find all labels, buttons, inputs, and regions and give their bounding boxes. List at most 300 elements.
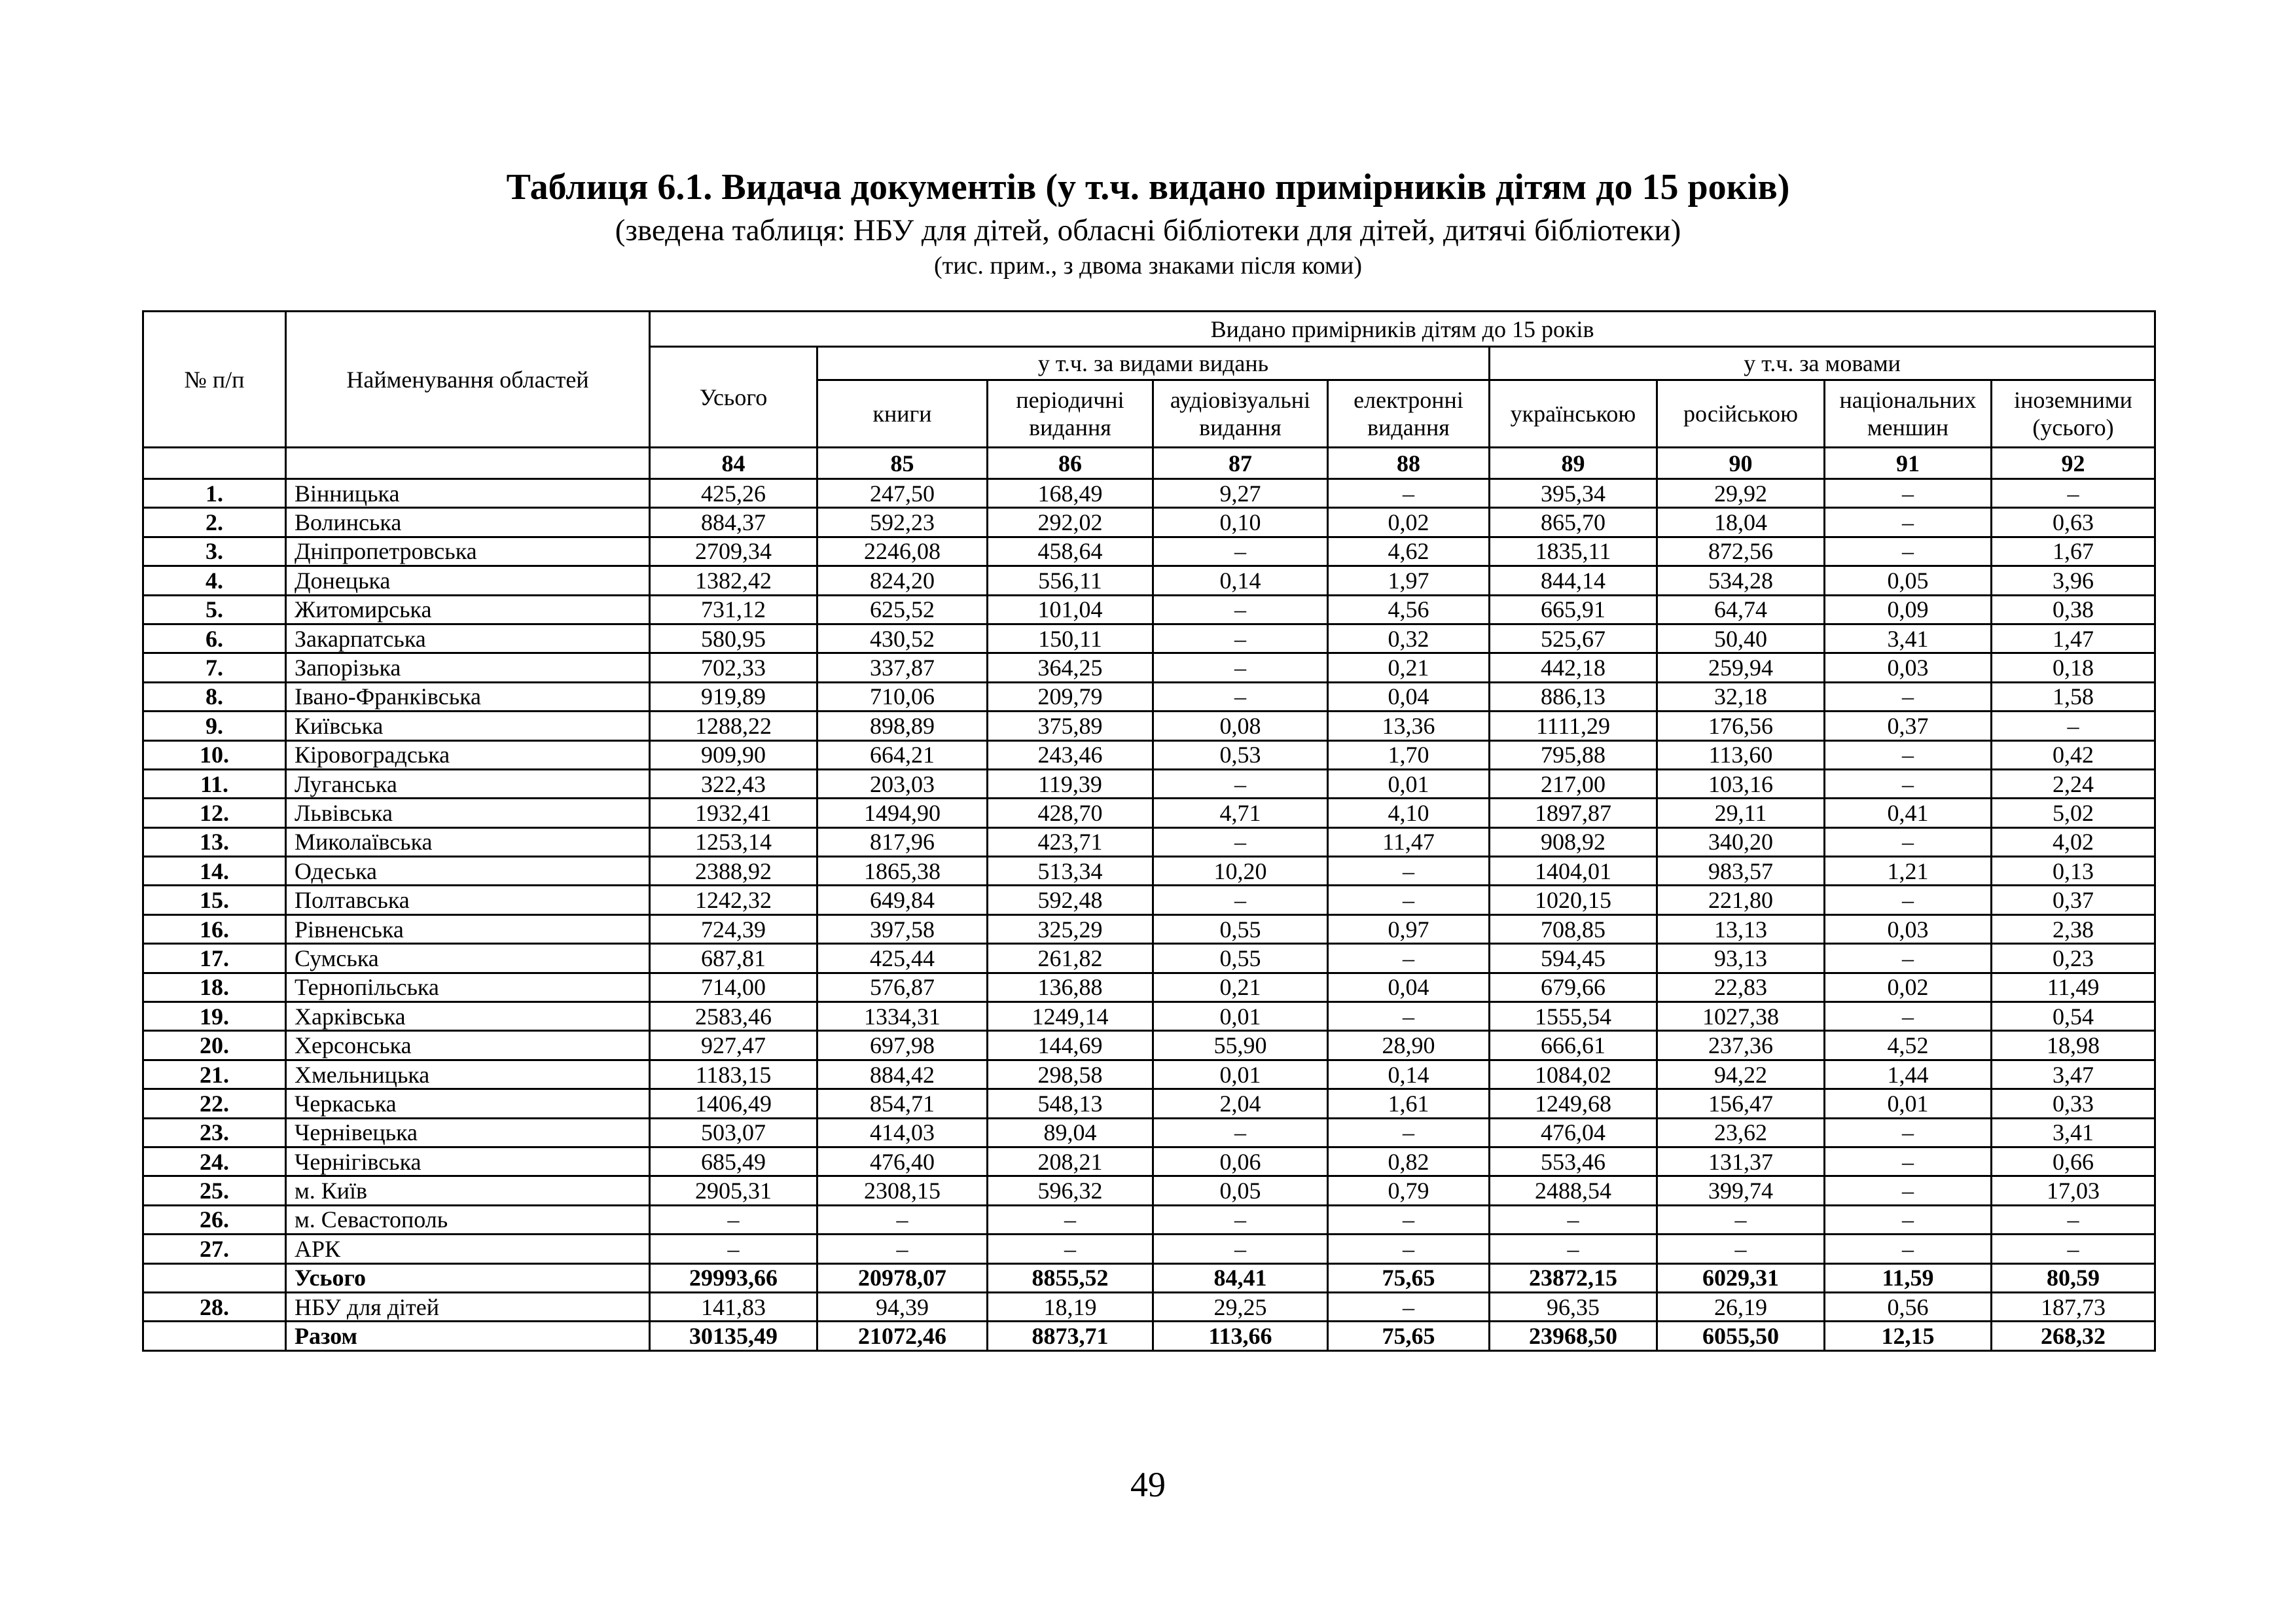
value-cell: 702,33 [650, 653, 817, 682]
region-name: м. Київ [286, 1176, 650, 1205]
value-cell: 884,37 [650, 508, 817, 537]
row-number: 19. [143, 1002, 286, 1031]
value-cell: 4,56 [1328, 595, 1490, 624]
value-cell: 1835,11 [1490, 537, 1657, 566]
value-cell: – [988, 1235, 1153, 1263]
value-cell: 795,88 [1490, 740, 1657, 769]
header-code: 85 [817, 448, 988, 479]
value-cell: – [1825, 827, 1992, 856]
region-name: Луганська [286, 769, 650, 798]
value-cell: – [1657, 1205, 1825, 1234]
table-row [143, 973, 2155, 1001]
value-cell: 261,82 [988, 944, 1153, 973]
value-cell: 4,52 [1825, 1031, 1992, 1060]
value-cell: 1,21 [1825, 857, 1992, 886]
row-number: 7. [143, 653, 286, 682]
value-cell: 898,89 [817, 712, 988, 740]
region-name: Харківська [286, 1002, 650, 1031]
value-cell: 1242,32 [650, 886, 817, 914]
header-code: 92 [1992, 448, 2155, 479]
row-number: 23. [143, 1118, 286, 1147]
value-cell: 217,00 [1490, 769, 1657, 798]
value-cell: – [1992, 712, 2155, 740]
value-cell: 0,03 [1825, 914, 1992, 943]
value-cell: – [1328, 1292, 1490, 1321]
value-cell: – [1153, 1235, 1328, 1263]
region-name: Усього [286, 1263, 650, 1292]
table-row [143, 769, 2155, 798]
value-cell: 0,05 [1825, 566, 1992, 595]
value-cell: 0,18 [1992, 653, 2155, 682]
value-cell: 64,74 [1657, 595, 1825, 624]
table-row [143, 827, 2155, 856]
row-number: 14. [143, 857, 286, 886]
value-cell: 89,04 [988, 1118, 1153, 1147]
value-cell: – [1825, 537, 1992, 566]
value-cell: 23872,15 [1490, 1263, 1657, 1292]
region-name: Кіровоградська [286, 740, 650, 769]
value-cell: 476,40 [817, 1147, 988, 1176]
value-cell: 664,21 [817, 740, 988, 769]
value-cell: 29993,66 [650, 1263, 817, 1292]
table-row [143, 595, 2155, 624]
value-cell: 425,44 [817, 944, 988, 973]
value-cell: – [1328, 1205, 1490, 1234]
value-cell: 1,61 [1328, 1089, 1490, 1118]
value-cell: – [1825, 479, 1992, 508]
value-cell: 247,50 [817, 479, 988, 508]
value-cell: 0,01 [1153, 1002, 1328, 1031]
value-cell: 84,41 [1153, 1263, 1328, 1292]
row-number: 8. [143, 682, 286, 711]
value-cell: 0,23 [1992, 944, 2155, 973]
value-cell: 909,90 [650, 740, 817, 769]
value-cell: 414,03 [817, 1118, 988, 1147]
value-cell: – [1825, 1118, 1992, 1147]
header-group: Видано примірників дітям до 15 років [650, 312, 2155, 347]
value-cell: 3,41 [1825, 624, 1992, 653]
row-number: 1. [143, 479, 286, 508]
value-cell: 80,59 [1992, 1263, 2155, 1292]
value-cell: 2905,31 [650, 1176, 817, 1205]
value-cell: 548,13 [988, 1089, 1153, 1118]
value-cell: 322,43 [650, 769, 817, 798]
region-name: Тернопільська [286, 973, 650, 1001]
value-cell: – [1825, 1002, 1992, 1031]
value-cell: – [1328, 1235, 1490, 1263]
value-cell: 243,46 [988, 740, 1153, 769]
region-name: Рівненська [286, 914, 650, 943]
table-row [143, 1205, 2155, 1234]
value-cell: 0,53 [1153, 740, 1328, 769]
data-table [142, 310, 2156, 1352]
table-row [143, 1002, 2155, 1031]
table-subtitle: (зведена таблиця: НБУ для дітей, обласні бібліотеки для дітей, дитячі бібліотеки) [615, 213, 1681, 247]
table-row [143, 1060, 2155, 1089]
row-number: 17. [143, 944, 286, 973]
value-cell: 375,89 [988, 712, 1153, 740]
header-region: Найменування областей [286, 312, 650, 448]
value-cell: 594,45 [1490, 944, 1657, 973]
value-cell: 0,38 [1992, 595, 2155, 624]
value-cell: 113,60 [1657, 740, 1825, 769]
value-cell: 919,89 [650, 682, 817, 711]
region-name: Разом [286, 1322, 650, 1350]
value-cell: 0,01 [1825, 1089, 1992, 1118]
value-cell: – [1328, 944, 1490, 973]
value-cell: 0,66 [1992, 1147, 2155, 1176]
table-row [143, 566, 2155, 595]
header-num: № п/п [143, 312, 286, 448]
value-cell: 1,44 [1825, 1060, 1992, 1089]
value-cell: 221,80 [1657, 886, 1825, 914]
value-cell: 1897,87 [1490, 799, 1657, 827]
value-cell: 4,02 [1992, 827, 2155, 856]
table-row [143, 1176, 2155, 1205]
value-cell: 0,32 [1328, 624, 1490, 653]
value-cell: 29,25 [1153, 1292, 1328, 1321]
value-cell: 580,95 [650, 624, 817, 653]
value-cell: – [1825, 1235, 1992, 1263]
row-number: 15. [143, 886, 286, 914]
value-cell: 259,94 [1657, 653, 1825, 682]
value-cell: 0,02 [1825, 973, 1992, 1001]
value-cell: 0,42 [1992, 740, 2155, 769]
value-cell: 96,35 [1490, 1292, 1657, 1321]
header-russian: російською [1657, 380, 1825, 448]
value-cell: 176,56 [1657, 712, 1825, 740]
table-row [143, 624, 2155, 653]
value-cell: 0,05 [1153, 1176, 1328, 1205]
value-cell: 1382,42 [650, 566, 817, 595]
value-cell: 0,55 [1153, 944, 1328, 973]
value-cell: 203,03 [817, 769, 988, 798]
row-number: 28. [143, 1292, 286, 1321]
value-cell: 1111,29 [1490, 712, 1657, 740]
region-name: Херсонська [286, 1031, 650, 1060]
value-cell: 32,18 [1657, 682, 1825, 711]
value-cell: 397,58 [817, 914, 988, 943]
value-cell: 1084,02 [1490, 1060, 1657, 1089]
row-number: 5. [143, 595, 286, 624]
value-cell: 28,90 [1328, 1031, 1490, 1060]
value-cell: – [1328, 857, 1490, 886]
value-cell: 75,65 [1328, 1322, 1490, 1350]
row-number: 27. [143, 1235, 286, 1263]
header-electronic: електронні видання [1328, 380, 1490, 448]
page-number: 49 [1130, 1465, 1166, 1504]
table-row [143, 682, 2155, 711]
value-cell: 298,58 [988, 1060, 1153, 1089]
value-cell: 1,47 [1992, 624, 2155, 653]
value-cell: 1249,68 [1490, 1089, 1657, 1118]
value-cell: 927,47 [650, 1031, 817, 1060]
value-cell: 2709,34 [650, 537, 817, 566]
value-cell: 2488,54 [1490, 1176, 1657, 1205]
value-cell: 503,07 [650, 1118, 817, 1147]
header-code: 88 [1328, 448, 1490, 479]
row-number: 4. [143, 566, 286, 595]
value-cell: 596,32 [988, 1176, 1153, 1205]
row-number: 12. [143, 799, 286, 827]
value-cell: 886,13 [1490, 682, 1657, 711]
table-row [143, 740, 2155, 769]
value-cell: 187,73 [1992, 1292, 2155, 1321]
value-cell: 23,62 [1657, 1118, 1825, 1147]
value-cell: – [1153, 653, 1328, 682]
table-row [143, 1235, 2155, 1263]
value-cell: 6029,31 [1657, 1263, 1825, 1292]
value-cell: 20978,07 [817, 1263, 988, 1292]
value-cell: 292,02 [988, 508, 1153, 537]
region-name: НБУ для дітей [286, 1292, 650, 1321]
value-cell: 168,49 [988, 479, 1153, 508]
value-cell: – [1825, 740, 1992, 769]
value-cell: 208,21 [988, 1147, 1153, 1176]
value-cell: 1027,38 [1657, 1002, 1825, 1031]
value-cell: – [1657, 1235, 1825, 1263]
value-cell: 0,21 [1153, 973, 1328, 1001]
value-cell: 0,63 [1992, 508, 2155, 537]
value-cell: 8855,52 [988, 1263, 1153, 1292]
value-cell: 10,20 [1153, 857, 1328, 886]
value-cell: – [1153, 1118, 1328, 1147]
header-total: Усього [650, 347, 817, 448]
header-code-blank-num [143, 448, 286, 479]
table-row [143, 1322, 2155, 1350]
table-row [143, 1263, 2155, 1292]
table-row [143, 653, 2155, 682]
value-cell: 101,04 [988, 595, 1153, 624]
row-number: 24. [143, 1147, 286, 1176]
value-cell: 23968,50 [1490, 1322, 1657, 1350]
value-cell: 94,39 [817, 1292, 988, 1321]
value-cell: 18,04 [1657, 508, 1825, 537]
value-cell: 21072,46 [817, 1322, 988, 1350]
value-cell: – [650, 1205, 817, 1234]
value-cell: 29,92 [1657, 479, 1825, 508]
value-cell: 685,49 [650, 1147, 817, 1176]
value-cell: – [1825, 1205, 1992, 1234]
header-audiovisual: аудіовізуальні видання [1153, 380, 1328, 448]
value-cell: 209,79 [988, 682, 1153, 711]
value-cell: 4,71 [1153, 799, 1328, 827]
value-cell: 0,82 [1328, 1147, 1490, 1176]
value-cell: 3,41 [1992, 1118, 2155, 1147]
value-cell: 687,81 [650, 944, 817, 973]
value-cell: 18,98 [1992, 1031, 2155, 1060]
row-number: 16. [143, 914, 286, 943]
value-cell: 0,01 [1153, 1060, 1328, 1089]
value-cell: – [1153, 769, 1328, 798]
value-cell: 0,04 [1328, 682, 1490, 711]
value-cell: 724,39 [650, 914, 817, 943]
value-cell: 29,11 [1657, 799, 1825, 827]
region-name: Чернігівська [286, 1147, 650, 1176]
value-cell: 0,21 [1328, 653, 1490, 682]
table-row [143, 712, 2155, 740]
table-row [143, 508, 2155, 537]
region-name: Хмельницька [286, 1060, 650, 1089]
table-row [143, 857, 2155, 886]
region-name: Черкаська [286, 1089, 650, 1118]
row-number [143, 1322, 286, 1350]
value-cell: 513,34 [988, 857, 1153, 886]
region-name: Полтавська [286, 886, 650, 914]
value-cell: – [1153, 827, 1328, 856]
value-cell: 4,62 [1328, 537, 1490, 566]
table-row [143, 537, 2155, 566]
row-number: 26. [143, 1205, 286, 1234]
value-cell: 119,39 [988, 769, 1153, 798]
value-cell: 423,71 [988, 827, 1153, 856]
value-cell: 156,47 [1657, 1089, 1825, 1118]
value-cell: 844,14 [1490, 566, 1657, 595]
header-books: книги [817, 380, 988, 448]
table-row [143, 1147, 2155, 1176]
value-cell: 0,56 [1825, 1292, 1992, 1321]
header-national: національних меншин [1825, 380, 1992, 448]
region-name: Київська [286, 712, 650, 740]
region-name: м. Севастополь [286, 1205, 650, 1234]
value-cell: 0,37 [1992, 886, 2155, 914]
row-number: 3. [143, 537, 286, 566]
value-cell: – [1825, 886, 1992, 914]
value-cell: 6055,50 [1657, 1322, 1825, 1350]
value-cell: 708,85 [1490, 914, 1657, 943]
value-cell: 11,47 [1328, 827, 1490, 856]
value-cell: 2246,08 [817, 537, 988, 566]
value-cell: 425,26 [650, 479, 817, 508]
value-cell: 8873,71 [988, 1322, 1153, 1350]
value-cell: 1404,01 [1490, 857, 1657, 886]
value-cell: 340,20 [1657, 827, 1825, 856]
value-cell: 0,08 [1153, 712, 1328, 740]
value-cell: 136,88 [988, 973, 1153, 1001]
value-cell: 11,49 [1992, 973, 2155, 1001]
value-cell: 0,09 [1825, 595, 1992, 624]
row-number: 20. [143, 1031, 286, 1060]
value-cell: 553,46 [1490, 1147, 1657, 1176]
row-number [143, 1263, 286, 1292]
value-cell: 0,10 [1153, 508, 1328, 537]
value-cell: 1183,15 [650, 1060, 817, 1089]
region-name: Закарпатська [286, 624, 650, 653]
row-number: 10. [143, 740, 286, 769]
value-cell: 75,65 [1328, 1263, 1490, 1292]
header-by-lang: у т.ч. за мовами [1490, 347, 2155, 380]
value-cell: 824,20 [817, 566, 988, 595]
value-cell: 1288,22 [650, 712, 817, 740]
value-cell: 4,10 [1328, 799, 1490, 827]
header-foreign: іноземними (усього) [1992, 380, 2155, 448]
value-cell: – [1992, 479, 2155, 508]
value-cell: 592,48 [988, 886, 1153, 914]
value-cell: 0,55 [1153, 914, 1328, 943]
value-cell: – [1825, 1147, 1992, 1176]
value-cell: – [1328, 479, 1490, 508]
value-cell: 237,36 [1657, 1031, 1825, 1060]
value-cell: 428,70 [988, 799, 1153, 827]
region-name: Львівська [286, 799, 650, 827]
value-cell: 2,04 [1153, 1089, 1328, 1118]
region-name: АРК [286, 1235, 650, 1263]
value-cell: 0,14 [1153, 566, 1328, 595]
row-number: 18. [143, 973, 286, 1001]
region-name: Запорізька [286, 653, 650, 682]
value-cell: 0,14 [1328, 1060, 1490, 1089]
value-cell: – [1328, 1118, 1490, 1147]
row-number: 2. [143, 508, 286, 537]
table-row [143, 1292, 2155, 1321]
value-cell: 872,56 [1657, 537, 1825, 566]
value-cell: 2,24 [1992, 769, 2155, 798]
region-name: Волинська [286, 508, 650, 537]
region-name: Дніпропетровська [286, 537, 650, 566]
value-cell: 983,57 [1657, 857, 1825, 886]
value-cell: 2583,46 [650, 1002, 817, 1031]
value-cell: 13,13 [1657, 914, 1825, 943]
value-cell: 55,90 [1153, 1031, 1328, 1060]
value-cell: 399,74 [1657, 1176, 1825, 1205]
value-cell: 1,70 [1328, 740, 1490, 769]
value-cell: 22,83 [1657, 973, 1825, 1001]
value-cell: 679,66 [1490, 973, 1657, 1001]
value-cell: 103,16 [1657, 769, 1825, 798]
value-cell: 93,13 [1657, 944, 1825, 973]
value-cell: – [1490, 1235, 1657, 1263]
value-cell: 268,32 [1992, 1322, 2155, 1350]
value-cell: 94,22 [1657, 1060, 1825, 1089]
table-row [143, 1089, 2155, 1118]
header-ukrainian: українською [1490, 380, 1657, 448]
row-number: 11. [143, 769, 286, 798]
value-cell: 30135,49 [650, 1322, 817, 1350]
value-cell: 26,19 [1657, 1292, 1825, 1321]
row-number: 13. [143, 827, 286, 856]
value-cell: 364,25 [988, 653, 1153, 682]
row-number: 25. [143, 1176, 286, 1205]
header-code: 91 [1825, 448, 1992, 479]
value-cell: 9,27 [1153, 479, 1328, 508]
region-name: Чернівецька [286, 1118, 650, 1147]
value-cell: 0,37 [1825, 712, 1992, 740]
value-cell: 1932,41 [650, 799, 817, 827]
value-cell: – [1825, 508, 1992, 537]
value-cell: 0,02 [1328, 508, 1490, 537]
header-code: 84 [650, 448, 817, 479]
header-code: 89 [1490, 448, 1657, 479]
value-cell: 395,34 [1490, 479, 1657, 508]
value-cell: – [1328, 886, 1490, 914]
value-cell: 458,64 [988, 537, 1153, 566]
value-cell: – [1328, 1002, 1490, 1031]
value-cell: – [1153, 595, 1328, 624]
value-cell: – [988, 1205, 1153, 1234]
value-cell: 3,47 [1992, 1060, 2155, 1089]
value-cell: 0,97 [1328, 914, 1490, 943]
value-cell: 854,71 [817, 1089, 988, 1118]
value-cell: 150,11 [988, 624, 1153, 653]
value-cell: – [1153, 682, 1328, 711]
value-cell: 11,59 [1825, 1263, 1992, 1292]
value-cell: 430,52 [817, 624, 988, 653]
value-cell: 1334,31 [817, 1002, 988, 1031]
region-name: Вінницька [286, 479, 650, 508]
value-cell: 3,96 [1992, 566, 2155, 595]
value-cell: – [1825, 682, 1992, 711]
value-cell: 337,87 [817, 653, 988, 682]
